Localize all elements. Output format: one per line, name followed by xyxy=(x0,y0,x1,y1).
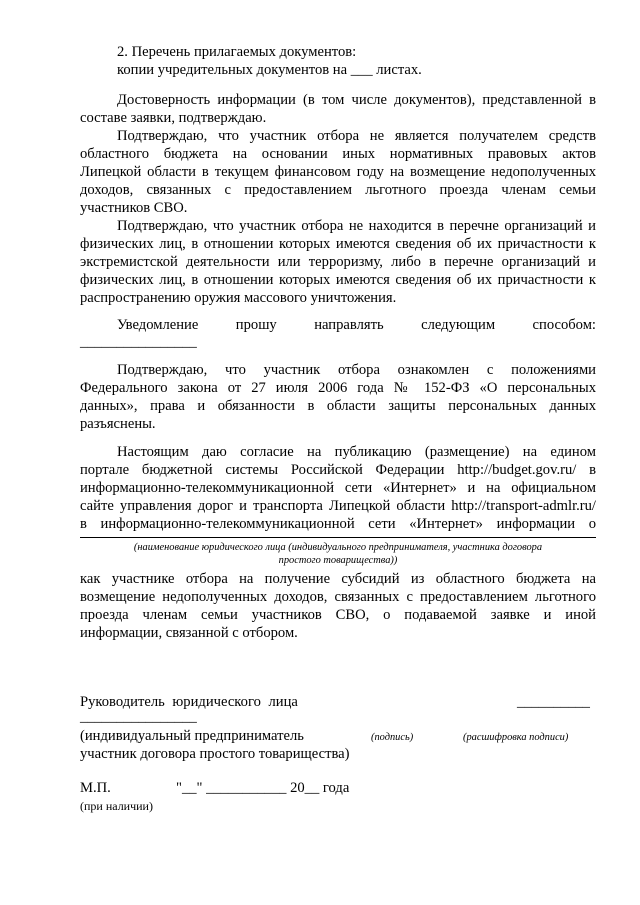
text-line: экстремистской деятельности или терроризму, либо в перечне организаций и xyxy=(80,254,596,270)
text-line: участников СВО. xyxy=(80,200,188,216)
decode-caption: (расшифровка подписи) xyxy=(463,732,569,743)
signature-caption: (подпись) xyxy=(371,732,414,743)
text-line: Подтверждаю, что участник отбора не является получателем средств xyxy=(117,128,596,144)
entity-name-caption: простого товарищества)) xyxy=(278,555,398,566)
text-line: Подтверждаю, что участник отбора не находится в перечне организаций и xyxy=(117,218,596,234)
signature-blank: ________________ xyxy=(80,709,197,725)
section-title: 2. Перечень прилагаемых документов: xyxy=(117,44,357,60)
date-line: "__" ___________ 20__ года xyxy=(176,780,350,796)
text-line: областного бюджета на основании иных нормативных правовых актов xyxy=(80,146,596,162)
ip-label: (индивидуальный предприниматель xyxy=(80,728,304,744)
signature-blank: __________ xyxy=(517,694,590,710)
text-line: Липецкой области в текущем финансовом году на возмещение недополученных xyxy=(80,164,596,180)
partner-label: участник договора простого товарищества) xyxy=(80,746,350,762)
text-line: возмещение недополученных доходов, связанных с предоставлением льготного xyxy=(80,589,596,605)
stamp-label: М.П. xyxy=(80,780,111,796)
text-line: Настоящим даю согласие на публикацию (размещение) на едином xyxy=(117,444,596,460)
text-line: распространению оружия массового уничтожения. xyxy=(80,290,397,306)
text-line: физических лиц, в отношении которых имеются сведения об их причастности к xyxy=(80,236,596,252)
text-line: данных», права и обязанности в области защиты персональных данных xyxy=(80,398,596,414)
text-line: составе заявки, подтверждаю. xyxy=(80,110,267,126)
text-line: как участнике отбора на получение субсидий из областного бюджета на xyxy=(80,571,596,587)
text-line: информации, связанной с отбором. xyxy=(80,625,298,641)
text-line: информационно-телекоммуникационной сети «Интернет» и на официальном xyxy=(80,480,596,496)
text-line: доходов, связанных с предоставлением льготного проезда членам семьи xyxy=(80,182,596,198)
text-line: Подтверждаю, что участник отбора ознакомлен с положениями xyxy=(117,362,596,378)
text-line: разъяснены. xyxy=(80,416,156,432)
head-label: Руководитель юридического лица xyxy=(80,694,298,710)
text-line: Достоверность информации (в том числе документов), представленной в xyxy=(117,92,596,108)
text-line: Федерального закона от 27 июля 2006 года № 152-ФЗ «О персональных xyxy=(80,380,596,396)
attached-docs-line: копии учредительных документов на ___ листах. xyxy=(117,62,422,78)
text-line: сайте управления дорог и транспорта Липецкой области http://transport-admlr.ru/ xyxy=(80,498,596,514)
text-line: в информационно-телекоммуникационной сети «Интернет» информации о xyxy=(80,516,596,532)
if-available-note: (при наличии) xyxy=(80,799,153,813)
text-line: физических лиц, в отношении которых имеются сведения об их причастности к xyxy=(80,272,596,288)
text-line: портале бюджетной системы Российской Федерации http://budget.gov.ru/ в xyxy=(80,462,596,478)
notify-blank: ________________ xyxy=(80,334,197,350)
text-line: Уведомление прошу направлять следующим способом: xyxy=(117,317,596,333)
entity-name-caption: (наименование юридического лица (индивидуального предпринимателя, участника договора xyxy=(133,542,543,553)
entity-name-line xyxy=(80,537,596,538)
text-line: проезда членам семьи участников СВО, о подаваемой заявке и иной xyxy=(80,607,596,623)
